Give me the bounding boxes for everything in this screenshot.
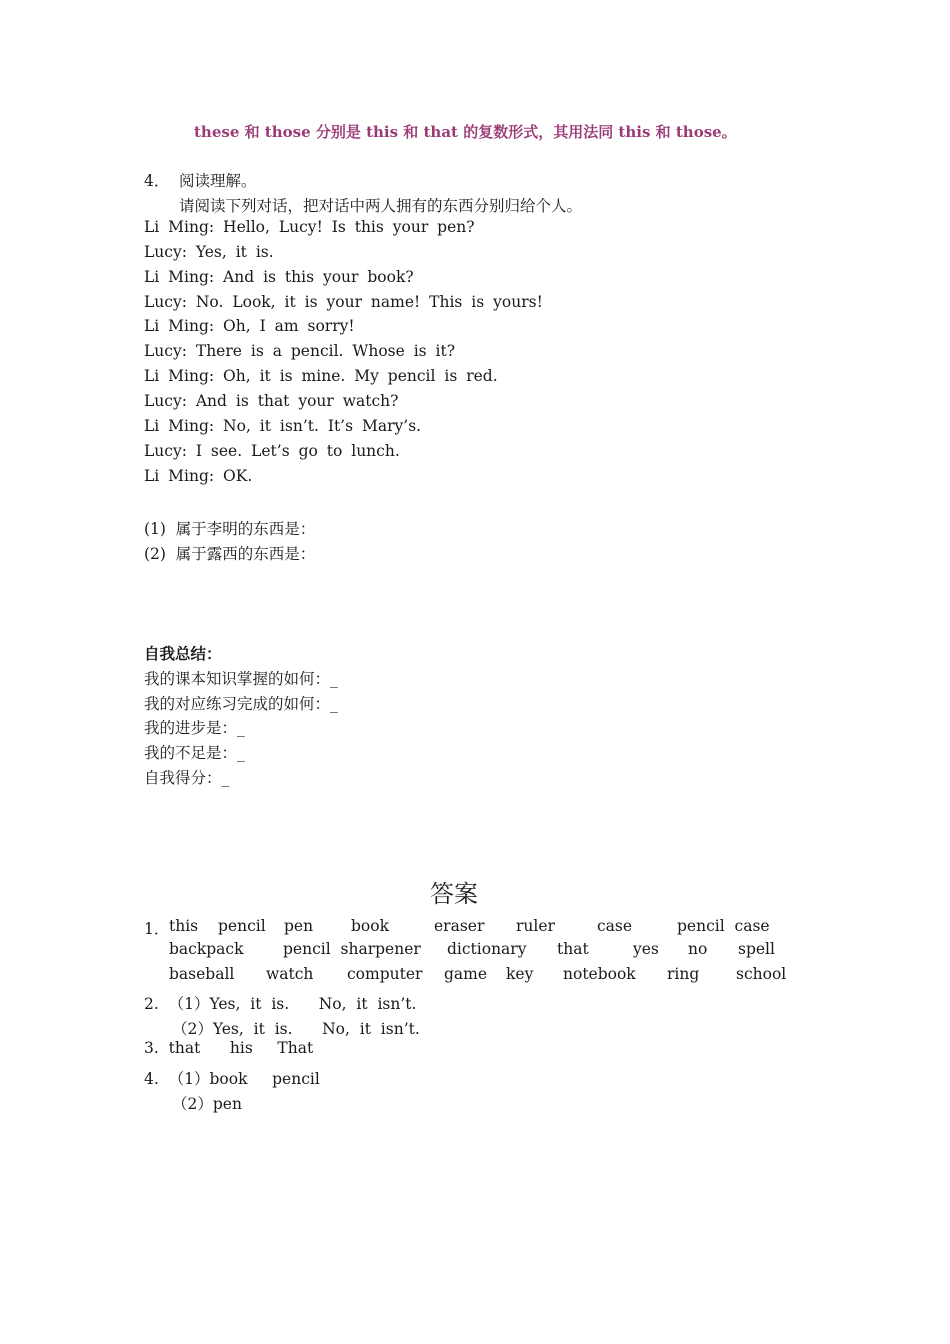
answer-word: baseball xyxy=(169,965,235,983)
answer-word: book xyxy=(351,917,389,935)
summary-line: 我的对应练习完成的如何：_ xyxy=(144,695,338,713)
answer-word: eraser xyxy=(434,917,485,935)
answer-word: computer xyxy=(347,965,423,983)
answer-word: watch xyxy=(266,965,314,983)
answer-2-line: 2. （1）Yes, it is. No, it isn’t. xyxy=(144,995,417,1013)
dialogue-line: Lucy: There is a pencil. Whose is it? xyxy=(144,342,456,360)
summary-line: 我的不足是：_ xyxy=(144,744,245,762)
answer-word: ring xyxy=(667,965,700,983)
answer-word: spell xyxy=(738,940,775,958)
answer-3-line: 3. that his That xyxy=(144,1039,314,1057)
dialogue-line: Li Ming: And is this your book? xyxy=(144,268,414,286)
question-instruction: 请阅读下列对话，把对话中两人拥有的东西分别归给个人。 xyxy=(179,197,583,215)
answer-word: pencil sharpener xyxy=(283,940,421,958)
answers-title: 答案 xyxy=(430,880,478,908)
answer-word: pen xyxy=(284,917,314,935)
dialogue-line: Lucy: Yes, it is. xyxy=(144,243,274,261)
answer-word: game xyxy=(444,965,488,983)
answer-word: ruler xyxy=(516,917,555,935)
sub-question-1: (1) 属于李明的东西是： xyxy=(144,520,316,538)
question-title: 阅读理解。 xyxy=(179,172,257,190)
answer-word: that xyxy=(557,940,589,958)
answer-word: no xyxy=(688,940,708,958)
answer-word: school xyxy=(736,965,787,983)
summary-line: 我的课本知识掌握的如何：_ xyxy=(144,670,338,688)
answer-1-label: 1． xyxy=(144,920,170,938)
answer-word: backpack xyxy=(169,940,244,958)
summary-line: 我的进步是：_ xyxy=(144,719,245,737)
sub-question-2: (2) 属于露西的东西是： xyxy=(144,545,316,563)
dialogue-line: Li Ming: Oh, I am sorry! xyxy=(144,317,355,335)
summary-line: 自我得分：_ xyxy=(144,769,230,787)
answer-word: pencil xyxy=(218,917,266,935)
answer-4-line: （2）pen xyxy=(172,1095,242,1113)
dialogue-line: Li Ming: No, it isn’t. It’s Mary’s. xyxy=(144,417,422,435)
answer-word: dictionary xyxy=(447,940,527,958)
dialogue-line: Lucy: I see. Let’s go to lunch. xyxy=(144,442,400,460)
question-number: 4． xyxy=(144,172,170,190)
dialogue-line: Li Ming: OK. xyxy=(144,467,253,485)
answer-word: pencil case xyxy=(677,917,770,935)
answer-word: key xyxy=(506,965,534,983)
answer-2-line: （2）Yes, it is. No, it isn’t. xyxy=(172,1020,420,1038)
answer-word: this xyxy=(169,917,199,935)
dialogue-line: Lucy: And is that your watch? xyxy=(144,392,399,410)
summary-heading: 自我总结： xyxy=(144,644,222,663)
dialogue-line: Lucy: No. Look, it is your name! This is yours! xyxy=(144,293,543,311)
answer-word: case xyxy=(597,917,633,935)
answer-4-line: 4. （1）book pencil xyxy=(144,1070,320,1088)
dialogue-line: Li Ming: Oh, it is mine. My pencil is red. xyxy=(144,367,498,385)
dialogue-line: Li Ming: Hello, Lucy! Is this your pen? xyxy=(144,218,475,236)
grammar-note: these 和 those 分别是 this 和 that 的复数形式，其用法同 this 和 those。 xyxy=(194,123,737,141)
answer-word: yes xyxy=(633,940,659,958)
answer-word: notebook xyxy=(563,965,636,983)
